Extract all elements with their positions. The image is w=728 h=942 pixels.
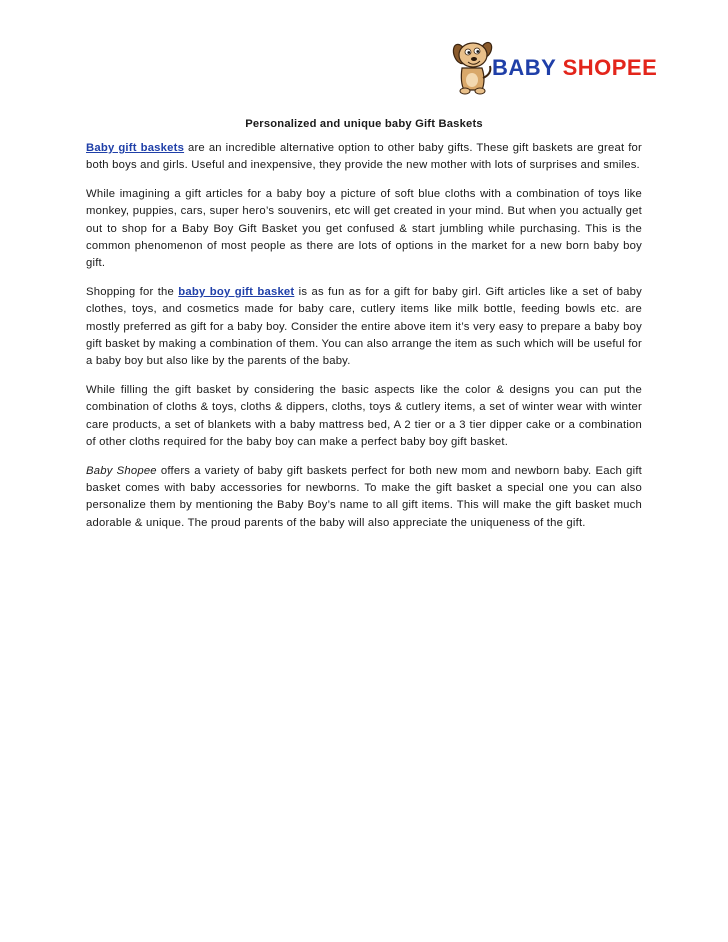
logo-word-shopee: SHOPEE (562, 55, 658, 80)
paragraph-intro-text: are an incredible alternative option to other baby gifts. These gift baskets are great for both boys and girls. Useful and inexpensive, they provide the new mother with lots of surprises and smiles. (86, 142, 642, 172)
paragraph-shopping (86, 284, 642, 371)
logo-word-baby: BABY (492, 55, 556, 80)
baby-shopee-logo (452, 38, 658, 98)
paragraph-filling (86, 382, 642, 452)
baby-gift-baskets-link[interactable]: Baby gift baskets (86, 142, 185, 154)
paragraph-brand (86, 463, 642, 533)
paragraph-imagining-text: While imagining a gift articles for a baby boy a picture of soft blue cloths with a combination of toys like monkey, puppies, cars, super hero’s souvenirs, etc will get created in your mind. But when you actually get out to shop for a Baby Boy Gift Basket you get confused & start jumbling while purchasing. This is the common phenomenon of most people as there are lots of options in the market for a new born baby boy gift. (86, 187, 642, 270)
paragraph-filling-text: While filling the gift basket by considering the basic aspects like the color & designs you can put the combination of cloths & toys, cloths & dippers, cloths, toys & cutlery items, a set of winter wear with winter care products, a set of blankets with a baby mattress bed, A 2 tier or a 3 tier dipper cake or a combination of other cloths required for the baby boy can make a perfect baby boy gift basket. (86, 383, 642, 449)
paragraph-shopping-before: Shopping for the (86, 285, 179, 298)
brand-name: Baby Shopee (86, 464, 157, 477)
baby-boy-gift-basket-link[interactable]: baby boy gift basket (178, 285, 295, 298)
article-body (86, 140, 642, 543)
page-title: Personalized and unique baby Gift Baskets (245, 118, 483, 130)
logo-wordmark (492, 54, 657, 82)
paragraph-imagining (86, 186, 642, 273)
paragraph-intro (86, 140, 642, 175)
paragraph-shopping-after: is as fun as for a gift for baby girl. Gift articles like a set of baby clothes, toys, and cosmetics made for baby care, cutlery items like milk bottle, feeding bowls etc. are mostly preferred as gift for a baby boy. Consider the entire above item it’s very easy to prepare a baby boy gift basket by making a combination of them. You can also arrange the item as such which will be useful for a baby boy but also like by the parents of the baby. (86, 285, 642, 368)
paragraph-brand-text: offers a variety of baby gift baskets perfect for both new mom and newborn baby. Each gift basket comes with baby accessories for newborns. To make the gift basket a special one you can also personalize them by mentioning the Baby Boy’s name to all gift items. This will make the gift basket much adorable & unique. The proud parents of the baby will also appreciate the uniqueness of the gift. (86, 464, 642, 529)
